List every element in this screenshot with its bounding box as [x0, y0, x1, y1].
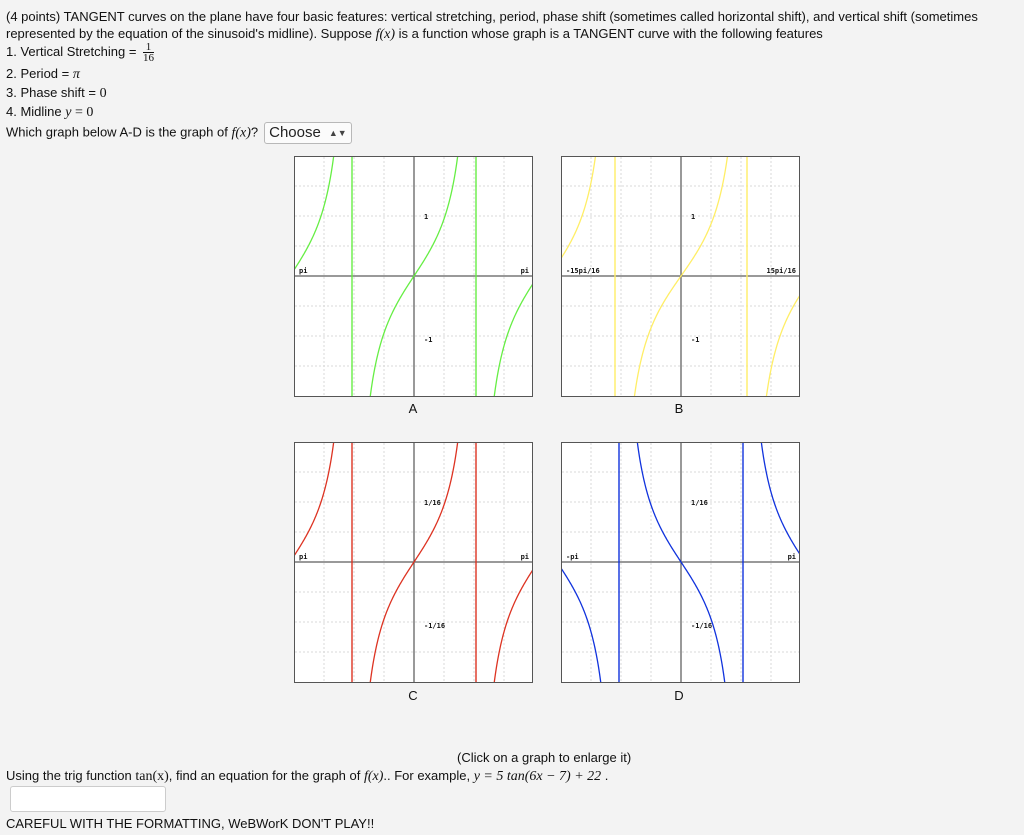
graph-b[interactable] — [561, 156, 800, 397]
tangent-curve — [295, 443, 336, 556]
graph-d[interactable] — [561, 442, 800, 683]
tangent-curve — [562, 568, 603, 682]
feature-midline — [6, 103, 93, 121]
y-tick-bottom: -1 — [424, 336, 433, 344]
graph-d-label: D — [674, 688, 684, 703]
graph-c-plot — [295, 443, 532, 682]
y-tick-bottom: -1/16 — [424, 622, 446, 630]
y-tick-top: 1/16 — [691, 499, 708, 507]
instruction-example: y = 5 tan(6x − 7) + 22 — [473, 769, 602, 784]
tangent-curve — [492, 570, 532, 682]
y-tick-bottom: -1/16 — [691, 622, 713, 630]
tangent-curve — [765, 295, 800, 396]
graph-d-plot — [562, 443, 799, 682]
updown-arrows-icon: ▲▼ — [328, 128, 347, 138]
instruction-end: . — [601, 768, 609, 783]
x-tick-left: pi — [299, 553, 308, 561]
x-tick-right: pi — [520, 553, 529, 561]
x-tick-right: pi — [787, 553, 796, 561]
feature1-label: 1. Vertical Stretching = — [6, 43, 141, 59]
fraction-numerator: 1 — [143, 42, 154, 53]
fx-math: f(x) — [375, 27, 396, 42]
warning-text: CAREFUL WITH THE FORMATTING, WeBWorK DON'T PLAY!! — [6, 816, 375, 831]
feature4-label: 4. Midline — [6, 104, 66, 119]
x-tick-right: pi — [520, 267, 529, 275]
line2-prefix: represented by the equation of the sinusoid's midline). Suppose — [6, 26, 376, 41]
problem-intro-line1: (4 points) TANGENT curves on the plane have four basic features: vertical stretching, period, phase shift (sometimes called horizontal shift), and vertical shift (sometimes — [6, 9, 978, 24]
y-tick-top: 1 — [424, 213, 429, 221]
click-hint: (Click on a graph to enlarge it) — [457, 750, 632, 765]
instruction-prefix: Using the trig function — [6, 768, 136, 783]
feature3-value: 0 — [99, 86, 107, 101]
instruction-after: .. For example, — [383, 768, 474, 783]
line2-suffix: is a function whose graph is a TANGENT curve with the following features — [395, 26, 823, 41]
feature1-fraction — [143, 42, 154, 63]
graph-b-label: B — [674, 401, 684, 416]
feature-phase-shift — [6, 84, 107, 102]
answer-input[interactable] — [10, 786, 166, 812]
feature3-label: 3. Phase shift = — [6, 85, 100, 100]
feature-period — [6, 65, 80, 83]
tangent-curve — [492, 284, 532, 396]
y-tick-top: 1 — [691, 213, 696, 221]
y-tick-bottom: -1 — [691, 336, 700, 344]
graph-b-plot — [562, 157, 799, 396]
question-suffix: ? — [250, 124, 259, 140]
y-tick-top: 1/16 — [424, 499, 441, 507]
fraction-denominator: 16 — [143, 52, 155, 64]
tangent-curve — [562, 157, 598, 258]
question-fx: f(x) — [231, 125, 251, 141]
x-tick-left: -pi — [566, 553, 579, 561]
feature4-var: y — [65, 105, 72, 120]
x-tick-left: pi — [299, 267, 308, 275]
graph-c[interactable] — [294, 442, 533, 683]
instruction-middle: , find an equation for the graph of — [168, 768, 364, 783]
x-tick-right: 15pi/16 — [766, 267, 796, 275]
select-value: Choose — [269, 124, 321, 141]
tangent-curve — [760, 443, 800, 554]
question-prefix: Which graph below A-D is the graph of — [6, 124, 232, 140]
feature4-value: = 0 — [71, 105, 94, 120]
graph-choice-select[interactable] — [264, 122, 352, 144]
graph-a-plot — [295, 157, 532, 396]
feature2-value: π — [72, 67, 80, 82]
problem-intro-line2 — [6, 25, 823, 43]
instruction-trig: tan(x) — [135, 769, 169, 784]
graph-a[interactable] — [294, 156, 533, 397]
x-tick-left: -15pi/16 — [566, 267, 600, 275]
feature2-label: 2. Period = — [6, 66, 73, 81]
graph-a-label: A — [408, 401, 418, 416]
feature-vertical-stretching — [6, 42, 154, 63]
question-line — [6, 122, 352, 144]
instruction-line — [6, 767, 608, 785]
graph-c-label: C — [408, 688, 418, 703]
tangent-curve — [295, 157, 336, 270]
instruction-fx: f(x) — [363, 769, 384, 784]
